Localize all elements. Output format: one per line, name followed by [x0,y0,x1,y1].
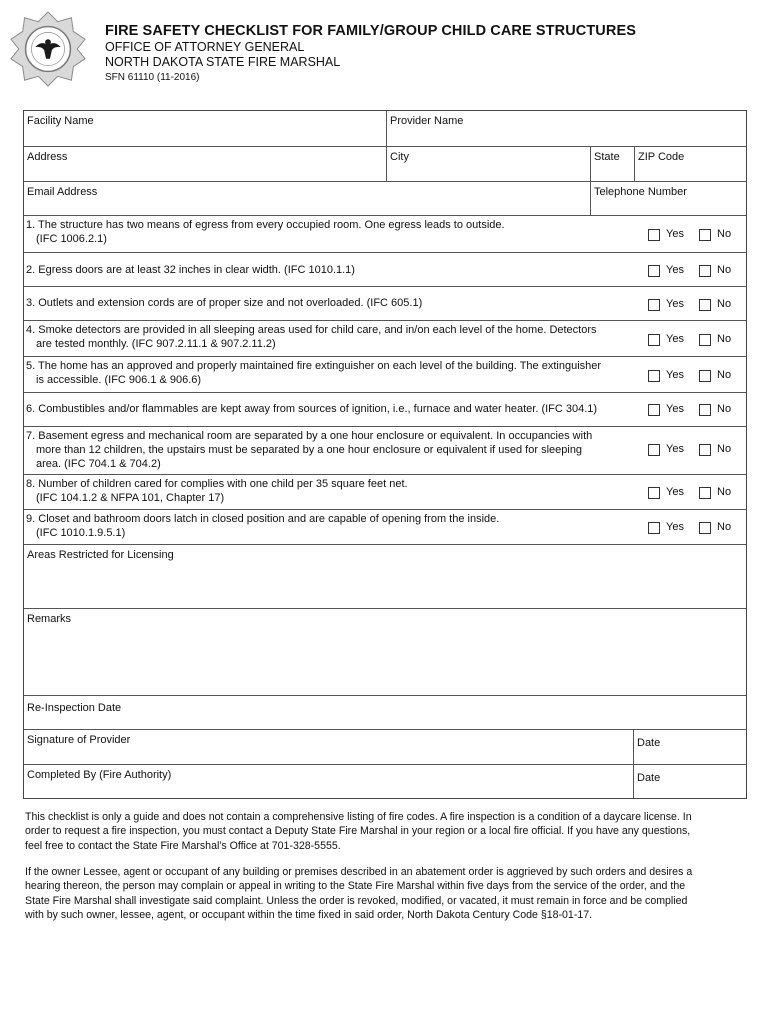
no-checkbox[interactable] [699,444,711,456]
question-number: 1. [26,219,36,231]
completed-by-row [24,765,746,798]
yes-label: Yes [666,228,684,240]
remarks-field[interactable] [24,609,746,696]
no-checkbox[interactable] [699,229,711,241]
question-text-line2: more than 12 children, the upstairs must be separated by a one hour enclosure or equivalent if used for sleeping [36,444,583,456]
areas-restricted-label: Areas Restricted for Licensing [27,549,174,561]
checklist-form [23,110,747,799]
no-label: No [717,264,732,276]
completed-by-label: Completed By (Fire Authority) [27,769,172,781]
question-row-7 [24,427,746,475]
question-row-2 [24,253,746,287]
appeal-line: If the owner Lessee, agent or occupant of any building or premises described in an abatement order is aggrieved by such orders and desires a [25,866,693,878]
yes-checkbox[interactable] [648,370,660,382]
no-label: No [717,333,732,345]
fire-marshal-seal-logo [9,10,87,88]
state-field[interactable] [590,147,634,181]
yes-label: Yes [666,521,684,533]
question-row-1 [24,216,746,253]
question-text: Closet and bathroom doors latch in closed position and are capable of opening from the inside. [38,513,500,525]
question-row-3 [24,287,746,321]
yes-label: Yes [666,486,684,498]
no-checkbox[interactable] [699,522,711,534]
no-label: No [717,298,732,310]
no-label: No [717,486,732,498]
question-row-4 [24,321,746,357]
yes-label: Yes [666,264,684,276]
completed-by-field[interactable] [24,765,633,798]
signature-provider-label: Signature of Provider [27,734,131,746]
question-number: 5. [26,360,36,372]
question-number: 7. [26,430,36,442]
question-text-line2: is accessible. (IFC 906.1 & 906.6) [36,374,202,386]
no-label: No [717,521,732,533]
yes-checkbox[interactable] [648,265,660,277]
question-text: The structure has two means of egress from every occupied room. One egress leads to outside. [38,219,505,231]
question-text: Smoke detectors are provided in all sleeping areas used for child care, and in/on each level of the home. Detectors [38,324,597,336]
city-field[interactable] [386,147,590,181]
question-number: 8. [26,478,36,490]
form-title: FIRE SAFETY CHECKLIST FOR FAMILY/GROUP CHILD CARE STRUCTURES [105,23,636,39]
telephone-label: Telephone Number [594,186,687,198]
disclaimer-line: This checklist is only a guide and does not contain a comprehensive listing of fire codes. A fire inspection is a condition of a daycare license. In [25,811,692,823]
remarks-label: Remarks [27,613,72,625]
question-text: Egress doors are at least 32 inches in clear width. (IFC 1010.1.1) [38,264,355,276]
question-text-line2: (IFC 104.1.2 & NFPA 101, Chapter 17) [36,492,225,504]
question-text: Number of children cared for complies with one child per 35 square feet net. [38,478,408,490]
yes-label: Yes [666,443,684,455]
authority-date-field[interactable] [633,765,746,798]
yes-label: Yes [666,298,684,310]
yes-checkbox[interactable] [648,334,660,346]
question-row-6 [24,393,746,427]
yes-label: Yes [666,403,684,415]
city-label: City [390,151,409,163]
yes-label: Yes [666,369,684,381]
question-text: Basement egress and mechanical room are separated by a one hour enclosure or equivalent. In occupancies with [38,430,593,442]
question-number: 6. [26,403,36,415]
yes-label: Yes [666,333,684,345]
reinspection-date-field[interactable] [24,696,746,730]
provider-name-field[interactable] [386,111,746,146]
question-row-5 [24,357,746,393]
signature-provider-field[interactable] [24,730,633,764]
yes-checkbox[interactable] [648,299,660,311]
yes-checkbox[interactable] [648,522,660,534]
disclaimer-line: order to request a fire inspection, you must contact a Deputy State Fire Marshal in your region or a local fire official. If you have any questions, [25,825,691,838]
question-text: Outlets and extension cords are of proper size and not overloaded. (IFC 605.1) [38,297,423,309]
email-field[interactable] [24,182,590,215]
question-row-9 [24,510,746,545]
address-field[interactable] [24,147,386,181]
provider-date-label: Date [637,737,661,749]
no-checkbox[interactable] [699,487,711,499]
yes-checkbox[interactable] [648,404,660,416]
appeal-line: with by such owner, lessee, agent, or occupant within the time fixed in said order, North Dakota Century Code §18-01-17. [25,908,593,921]
question-text-line2: (IFC 1006.2.1) [36,233,107,245]
question-text-line2: (IFC 1010.1.9.5.1) [36,527,126,539]
no-label: No [717,403,732,415]
no-checkbox[interactable] [699,265,711,277]
facility-row [24,111,746,147]
authority-date-label: Date [637,772,661,784]
disclaimer-paragraph [25,810,747,853]
question-number: 9. [26,513,36,525]
no-checkbox[interactable] [699,299,711,311]
reinspection-date-label: Re-Inspection Date [27,702,122,714]
email-row [24,182,746,216]
facility-name-label: Facility Name [27,115,94,127]
form-header [105,22,636,85]
question-text-line2: are tested monthly. (IFC 907.2.11.1 & 907.2.11.2) [36,338,276,350]
appeal-line: State Fire Marshal shall investigate said complaint. Unless the order is revoked, modified, or vacated, it must remain in force and be complied [25,894,688,907]
address-label: Address [27,151,68,163]
division-name: NORTH DAKOTA STATE FIRE MARSHAL [105,55,341,69]
state-label: State [594,151,620,163]
zip-label: ZIP Code [638,151,685,163]
address-row [24,147,746,182]
no-label: No [717,369,732,381]
facility-name-field[interactable] [24,111,386,146]
areas-restricted-field[interactable] [24,545,746,609]
email-label: Email Address [27,186,98,198]
no-checkbox[interactable] [699,404,711,416]
question-text: The home has an approved and properly maintained fire extinguisher on each level of the building. The extinguisher [38,360,602,372]
no-label: No [717,228,732,240]
question-text: Combustibles and/or flammables are kept away from sources of ignition, i.e., furnace and water heater. (IFC 304.1) [38,403,598,415]
question-number: 2. [26,264,36,276]
yes-checkbox[interactable] [648,444,660,456]
appeal-line: hearing thereon, the person may complain or appeal in writing to the State Fire Marshal within five days from the service of the order, and the [25,880,686,893]
no-label: No [717,443,732,455]
no-checkbox[interactable] [699,334,711,346]
yes-checkbox[interactable] [648,487,660,499]
question-number: 3. [26,297,36,309]
provider-date-field[interactable] [633,730,746,764]
yes-checkbox[interactable] [648,229,660,241]
question-text-line3: area. (IFC 704.1 & 704.2) [36,458,161,470]
question-row-8 [24,475,746,510]
provider-name-label: Provider Name [390,115,464,127]
zip-field[interactable] [634,147,746,181]
disclaimer-line: feel free to contact the State Fire Marshal's Office at 701-328-5555. [25,839,341,852]
question-number: 4. [26,324,36,336]
form-number: SFN 61110 (11-2016) [105,72,200,83]
appeal-paragraph [25,865,747,922]
office-name: OFFICE OF ATTORNEY GENERAL [105,40,305,54]
telephone-field[interactable] [590,182,746,215]
signature-row [24,730,746,765]
no-checkbox[interactable] [699,370,711,382]
